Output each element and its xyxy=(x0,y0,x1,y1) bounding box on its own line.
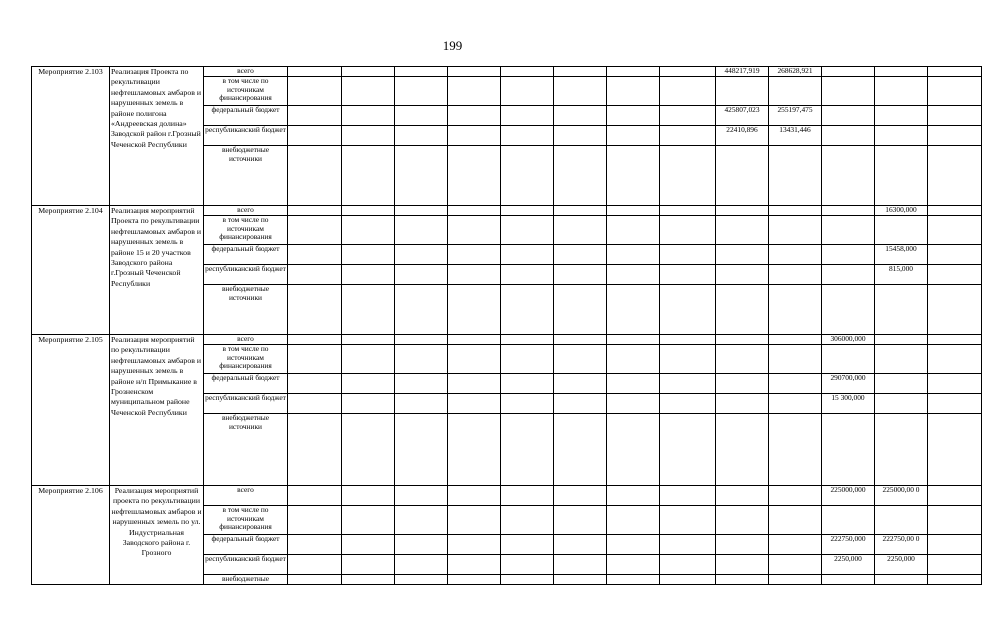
value-cell xyxy=(448,486,501,506)
value-cell xyxy=(660,106,716,126)
value-cell xyxy=(660,126,716,146)
value-cell xyxy=(716,575,769,585)
value-cell xyxy=(501,394,554,414)
value-cell xyxy=(554,555,607,575)
value-cell xyxy=(660,206,716,216)
value-cell xyxy=(501,374,554,394)
value-cell xyxy=(554,67,607,77)
value-cell xyxy=(607,106,660,126)
value-cell xyxy=(822,77,875,106)
value-cell xyxy=(448,146,501,206)
funding-source-cell: внебюджетные источники xyxy=(204,285,288,335)
value-cell xyxy=(660,374,716,394)
value-cell xyxy=(395,535,448,555)
value-cell xyxy=(928,506,982,535)
value-cell xyxy=(288,575,342,585)
value-cell: 15458,000 xyxy=(875,245,928,265)
value-cell xyxy=(288,265,342,285)
value-cell xyxy=(288,245,342,265)
value-cell xyxy=(769,535,822,555)
value-cell xyxy=(875,216,928,245)
value-cell xyxy=(607,216,660,245)
value-cell xyxy=(607,345,660,374)
value-cell xyxy=(660,285,716,335)
value-cell xyxy=(875,126,928,146)
value-cell xyxy=(660,535,716,555)
value-cell xyxy=(716,555,769,575)
value-cell xyxy=(769,374,822,394)
value-cell xyxy=(395,245,448,265)
table-body xyxy=(32,67,982,585)
value-cell xyxy=(501,265,554,285)
value-cell xyxy=(928,575,982,585)
funding-source-cell: федеральный бюджет xyxy=(204,374,288,394)
value-cell xyxy=(716,335,769,345)
value-cell xyxy=(822,67,875,77)
value-cell xyxy=(875,414,928,486)
value-cell xyxy=(769,285,822,335)
value-cell xyxy=(288,206,342,216)
value-cell xyxy=(769,575,822,585)
value-cell xyxy=(342,285,395,335)
value-cell xyxy=(501,555,554,575)
value-cell xyxy=(716,146,769,206)
event-name-cell: Мероприятие 2.104 xyxy=(32,206,110,335)
value-cell xyxy=(716,77,769,106)
value-cell xyxy=(395,335,448,345)
value-cell xyxy=(554,575,607,585)
value-cell xyxy=(769,506,822,535)
value-cell xyxy=(342,575,395,585)
value-cell xyxy=(822,265,875,285)
value-cell xyxy=(928,126,982,146)
value-cell: 15 300,000 xyxy=(822,394,875,414)
event-description-cell: Реализация мероприятий Проекта по рекультивации нефтешламовых амбаров и нарушенных земель в районе 15 и 20 участков Заводского района г.Грозный Чеченской Республики xyxy=(110,206,204,335)
value-cell xyxy=(342,67,395,77)
funding-source-cell: в том числе по источникам финансирования xyxy=(204,345,288,374)
value-cell xyxy=(395,206,448,216)
value-cell: 815,000 xyxy=(875,265,928,285)
value-cell xyxy=(501,345,554,374)
value-cell xyxy=(395,345,448,374)
value-cell xyxy=(769,265,822,285)
value-cell xyxy=(501,535,554,555)
value-cell: 255197,475 xyxy=(769,106,822,126)
value-cell xyxy=(395,486,448,506)
value-cell xyxy=(448,106,501,126)
page-number: 199 xyxy=(442,38,463,53)
value-cell xyxy=(342,394,395,414)
value-cell xyxy=(554,506,607,535)
event-description-cell: Реализация Проекта по рекультивации нефтешламовых амбаров и нарушенных земель в районе полигона «Андреевская долина» Заводской район г.Грозный Чеченской Республики xyxy=(110,67,204,206)
value-cell xyxy=(395,414,448,486)
value-cell xyxy=(288,77,342,106)
value-cell: 448217,919 xyxy=(716,67,769,77)
value-cell xyxy=(448,206,501,216)
value-cell xyxy=(875,394,928,414)
value-cell xyxy=(660,555,716,575)
value-cell xyxy=(875,285,928,335)
value-cell xyxy=(822,285,875,335)
value-cell xyxy=(607,146,660,206)
value-cell xyxy=(395,77,448,106)
value-cell xyxy=(501,285,554,335)
value-cell xyxy=(660,506,716,535)
value-cell xyxy=(660,67,716,77)
funding-source-cell: всего xyxy=(204,486,288,506)
value-cell xyxy=(716,394,769,414)
value-cell: 225000,000 xyxy=(822,486,875,506)
value-cell xyxy=(554,285,607,335)
funding-source-cell: республиканский бюджет xyxy=(204,555,288,575)
value-cell xyxy=(342,506,395,535)
funding-source-cell: федеральный бюджет xyxy=(204,106,288,126)
value-cell xyxy=(501,414,554,486)
value-cell xyxy=(448,126,501,146)
value-cell xyxy=(395,394,448,414)
value-cell xyxy=(607,245,660,265)
value-cell xyxy=(288,106,342,126)
value-cell xyxy=(928,486,982,506)
value-cell xyxy=(928,265,982,285)
value-cell xyxy=(716,535,769,555)
value-cell xyxy=(501,206,554,216)
value-cell xyxy=(395,106,448,126)
funding-source-cell: внебюджетные xyxy=(204,575,288,585)
value-cell xyxy=(928,216,982,245)
value-cell xyxy=(928,374,982,394)
value-cell xyxy=(288,285,342,335)
value-cell xyxy=(660,345,716,374)
value-cell xyxy=(875,374,928,394)
value-cell xyxy=(875,67,928,77)
value-cell xyxy=(554,245,607,265)
value-cell xyxy=(554,535,607,555)
value-cell xyxy=(501,67,554,77)
funding-source-cell: в том числе по источникам финансирования xyxy=(204,506,288,535)
value-cell xyxy=(769,77,822,106)
value-cell xyxy=(607,414,660,486)
value-cell xyxy=(769,345,822,374)
value-cell: 2250,000 xyxy=(875,555,928,575)
value-cell xyxy=(395,216,448,245)
value-cell xyxy=(448,77,501,106)
value-cell xyxy=(607,486,660,506)
funding-source-cell: всего xyxy=(204,335,288,345)
value-cell: 225000,00 0 xyxy=(875,486,928,506)
value-cell xyxy=(769,206,822,216)
value-cell xyxy=(716,414,769,486)
value-cell xyxy=(288,126,342,146)
value-cell xyxy=(395,285,448,335)
table-row xyxy=(32,335,982,345)
value-cell xyxy=(342,414,395,486)
value-cell xyxy=(822,106,875,126)
value-cell xyxy=(928,67,982,77)
value-cell xyxy=(607,77,660,106)
value-cell xyxy=(501,506,554,535)
value-cell xyxy=(875,106,928,126)
value-cell xyxy=(448,506,501,535)
value-cell xyxy=(660,575,716,585)
value-cell xyxy=(288,506,342,535)
value-cell xyxy=(716,486,769,506)
value-cell xyxy=(607,555,660,575)
value-cell xyxy=(769,486,822,506)
value-cell xyxy=(660,245,716,265)
value-cell xyxy=(448,414,501,486)
value-cell xyxy=(660,146,716,206)
value-cell xyxy=(716,265,769,285)
value-cell xyxy=(448,345,501,374)
funding-source-cell: республиканский бюджет xyxy=(204,126,288,146)
value-cell xyxy=(448,265,501,285)
value-cell xyxy=(395,506,448,535)
value-cell xyxy=(607,67,660,77)
event-description-cell: Реализация мероприятий проекта по рекультивации нефтешламовых амбаров и нарушенных земель по ул. Индустриальная Заводского района г. Грозного xyxy=(110,486,204,585)
value-cell xyxy=(660,77,716,106)
funding-source-cell: всего xyxy=(204,206,288,216)
value-cell xyxy=(448,285,501,335)
value-cell xyxy=(501,575,554,585)
value-cell xyxy=(342,216,395,245)
value-cell: 306000,000 xyxy=(822,335,875,345)
value-cell xyxy=(448,245,501,265)
value-cell: 268628,921 xyxy=(769,67,822,77)
value-cell xyxy=(342,106,395,126)
value-cell xyxy=(554,77,607,106)
value-cell xyxy=(607,265,660,285)
value-cell xyxy=(395,555,448,575)
table-row xyxy=(32,67,982,77)
event-name-cell: Мероприятие 2.105 xyxy=(32,335,110,486)
funding-source-cell: всего xyxy=(204,67,288,77)
value-cell xyxy=(554,335,607,345)
value-cell xyxy=(288,535,342,555)
value-cell xyxy=(448,67,501,77)
value-cell xyxy=(448,535,501,555)
value-cell: 2250,000 xyxy=(822,555,875,575)
value-cell xyxy=(342,345,395,374)
value-cell xyxy=(822,126,875,146)
table-row xyxy=(32,486,982,506)
value-cell xyxy=(769,146,822,206)
value-cell xyxy=(288,67,342,77)
value-cell xyxy=(342,335,395,345)
value-cell: 16300,000 xyxy=(875,206,928,216)
value-cell xyxy=(928,555,982,575)
value-cell xyxy=(448,575,501,585)
value-cell xyxy=(395,126,448,146)
value-cell xyxy=(928,414,982,486)
value-cell xyxy=(554,374,607,394)
value-cell xyxy=(875,335,928,345)
value-cell xyxy=(822,575,875,585)
funding-source-cell: республиканский бюджет xyxy=(204,394,288,414)
funding-source-cell: федеральный бюджет xyxy=(204,535,288,555)
value-cell xyxy=(607,335,660,345)
value-cell xyxy=(395,575,448,585)
value-cell xyxy=(660,265,716,285)
value-cell xyxy=(342,77,395,106)
value-cell xyxy=(554,216,607,245)
value-cell xyxy=(660,394,716,414)
event-name-cell: Мероприятие 2.106 xyxy=(32,486,110,585)
value-cell xyxy=(822,414,875,486)
value-cell xyxy=(342,206,395,216)
value-cell xyxy=(501,77,554,106)
value-cell xyxy=(342,374,395,394)
value-cell xyxy=(716,345,769,374)
value-cell: 425807,023 xyxy=(716,106,769,126)
value-cell xyxy=(395,67,448,77)
value-cell xyxy=(554,106,607,126)
value-cell xyxy=(875,345,928,374)
value-cell xyxy=(769,394,822,414)
value-cell xyxy=(607,506,660,535)
value-cell xyxy=(448,555,501,575)
value-cell xyxy=(769,555,822,575)
value-cell xyxy=(288,216,342,245)
value-cell xyxy=(928,345,982,374)
value-cell xyxy=(769,245,822,265)
financing-table xyxy=(31,66,982,585)
value-cell xyxy=(501,106,554,126)
value-cell xyxy=(342,486,395,506)
value-cell xyxy=(554,265,607,285)
value-cell: 22410,896 xyxy=(716,126,769,146)
value-cell xyxy=(501,216,554,245)
value-cell xyxy=(716,245,769,265)
value-cell xyxy=(928,245,982,265)
value-cell xyxy=(607,126,660,146)
value-cell xyxy=(716,374,769,394)
value-cell xyxy=(607,535,660,555)
value-cell xyxy=(716,206,769,216)
value-cell xyxy=(928,106,982,126)
value-cell xyxy=(554,206,607,216)
value-cell: 290700,000 xyxy=(822,374,875,394)
value-cell xyxy=(822,216,875,245)
value-cell xyxy=(928,146,982,206)
value-cell xyxy=(554,345,607,374)
value-cell xyxy=(501,486,554,506)
value-cell xyxy=(928,335,982,345)
value-cell xyxy=(501,335,554,345)
value-cell xyxy=(554,126,607,146)
value-cell xyxy=(288,374,342,394)
funding-source-cell: республиканский бюджет xyxy=(204,265,288,285)
value-cell xyxy=(822,506,875,535)
value-cell xyxy=(342,555,395,575)
value-cell xyxy=(554,486,607,506)
value-cell xyxy=(607,394,660,414)
value-cell xyxy=(716,285,769,335)
value-cell xyxy=(554,414,607,486)
value-cell: 13431,446 xyxy=(769,126,822,146)
value-cell xyxy=(448,216,501,245)
value-cell xyxy=(928,285,982,335)
value-cell xyxy=(288,486,342,506)
value-cell xyxy=(660,414,716,486)
value-cell xyxy=(288,394,342,414)
funding-source-cell: в том числе по источникам финансирования xyxy=(204,216,288,245)
value-cell xyxy=(288,146,342,206)
value-cell xyxy=(607,285,660,335)
value-cell xyxy=(342,535,395,555)
value-cell xyxy=(928,206,982,216)
value-cell xyxy=(395,265,448,285)
value-cell xyxy=(875,506,928,535)
value-cell xyxy=(395,146,448,206)
value-cell xyxy=(875,575,928,585)
value-cell xyxy=(501,245,554,265)
value-cell xyxy=(928,394,982,414)
value-cell xyxy=(822,146,875,206)
value-cell xyxy=(288,555,342,575)
event-name-cell: Мероприятие 2.103 xyxy=(32,67,110,206)
value-cell xyxy=(822,245,875,265)
value-cell xyxy=(660,486,716,506)
value-cell xyxy=(554,146,607,206)
value-cell xyxy=(660,335,716,345)
table-row xyxy=(32,206,982,216)
value-cell xyxy=(928,77,982,106)
value-cell xyxy=(554,394,607,414)
value-cell xyxy=(288,345,342,374)
value-cell xyxy=(448,394,501,414)
value-cell xyxy=(716,216,769,245)
funding-source-cell: в том числе по источникам финансирования xyxy=(204,77,288,106)
value-cell xyxy=(660,216,716,245)
value-cell xyxy=(822,206,875,216)
value-cell xyxy=(607,374,660,394)
value-cell xyxy=(501,126,554,146)
value-cell xyxy=(607,206,660,216)
funding-source-cell: внебюджетные источники xyxy=(204,146,288,206)
value-cell xyxy=(716,506,769,535)
value-cell xyxy=(342,265,395,285)
value-cell xyxy=(769,335,822,345)
value-cell xyxy=(288,414,342,486)
value-cell xyxy=(607,575,660,585)
value-cell xyxy=(501,146,554,206)
funding-source-cell: федеральный бюджет xyxy=(204,245,288,265)
value-cell xyxy=(342,126,395,146)
value-cell xyxy=(822,345,875,374)
value-cell xyxy=(875,146,928,206)
value-cell xyxy=(448,374,501,394)
value-cell xyxy=(769,414,822,486)
value-cell: 222750,000 xyxy=(822,535,875,555)
value-cell xyxy=(448,335,501,345)
event-description-cell: Реализация мероприятий по рекультивации нефтешламовых амбаров и нарушенных земель в районе н/п Примыкание в Грозненском муниципальном районе Чеченской Республики xyxy=(110,335,204,486)
value-cell xyxy=(288,335,342,345)
value-cell xyxy=(769,216,822,245)
value-cell xyxy=(395,374,448,394)
value-cell xyxy=(928,535,982,555)
value-cell xyxy=(342,146,395,206)
value-cell xyxy=(875,77,928,106)
funding-source-cell: внебюджетные источники xyxy=(204,414,288,486)
value-cell: 222750,00 0 xyxy=(875,535,928,555)
value-cell xyxy=(342,245,395,265)
